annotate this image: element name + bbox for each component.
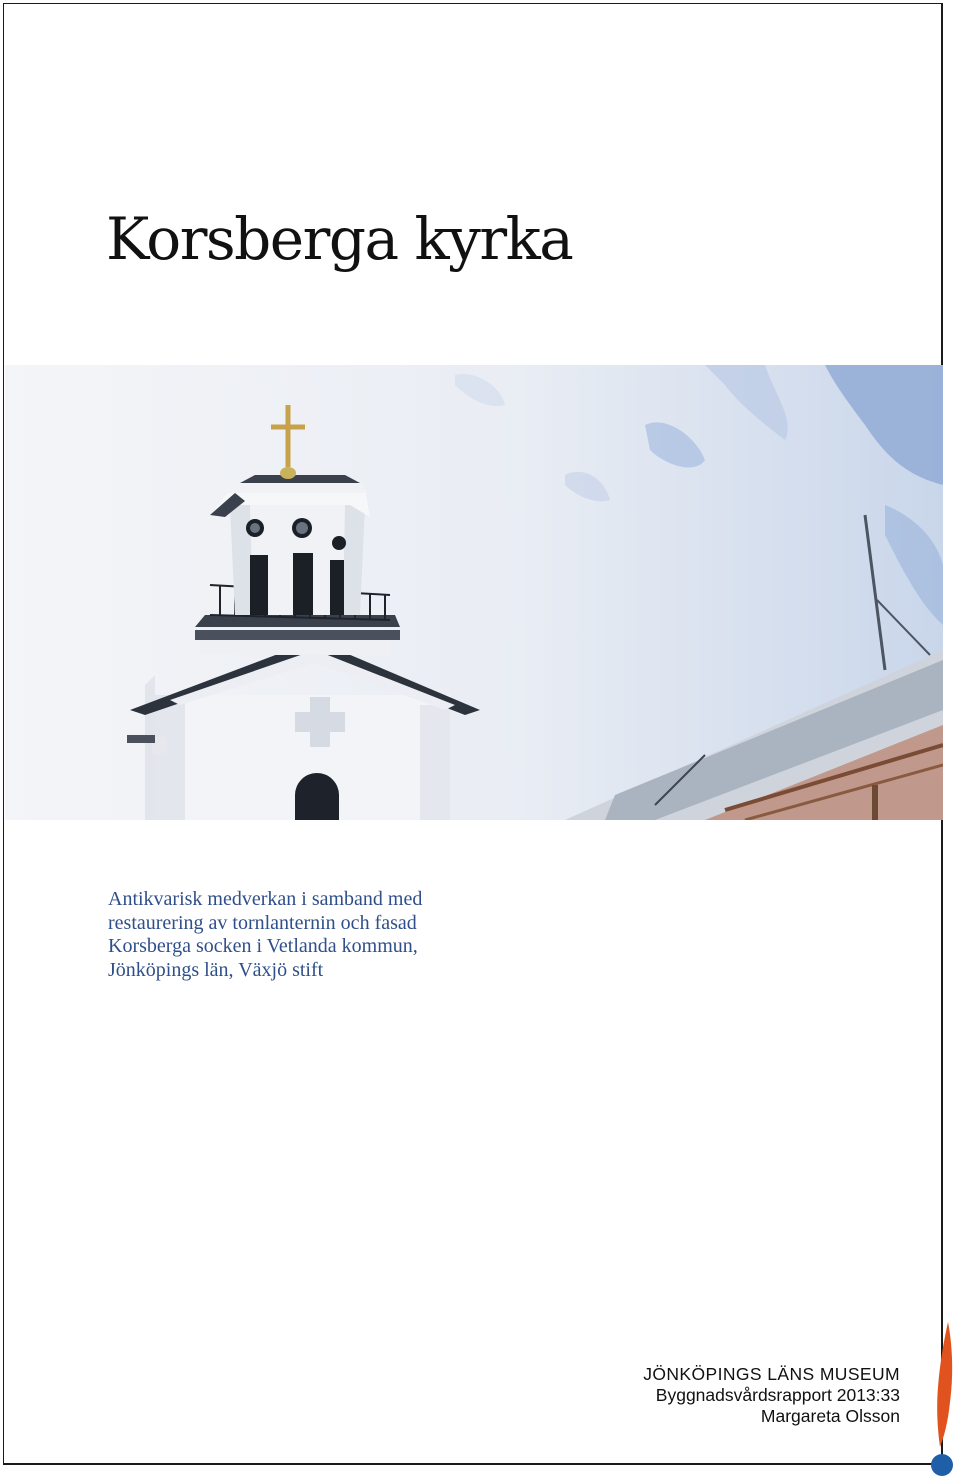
cover-photo (5, 365, 943, 820)
museum-exclamation-logo-icon (928, 1322, 956, 1478)
author-name: Margareta Olsson (760, 1406, 900, 1426)
subtitle-line: Korsberga socken i Vetlanda kommun, (108, 935, 418, 957)
page-title: Korsberga kyrka (106, 205, 573, 273)
subtitle-line: restaurering av tornlanternin och fasad (108, 911, 417, 934)
subtitle-block (108, 888, 422, 982)
publisher-block (643, 1364, 900, 1427)
museum-name: JÖNKÖPINGS LÄNS MUSEUM (643, 1364, 900, 1384)
church-tower-photo-icon (5, 365, 943, 820)
subtitle-line: Jönköpings län, Växjö stift (108, 958, 324, 981)
subtitle-line: Antikvarisk medverkan i samband med (108, 888, 423, 910)
report-series: Byggnadsvårdsrapport 2013:33 (655, 1385, 900, 1405)
